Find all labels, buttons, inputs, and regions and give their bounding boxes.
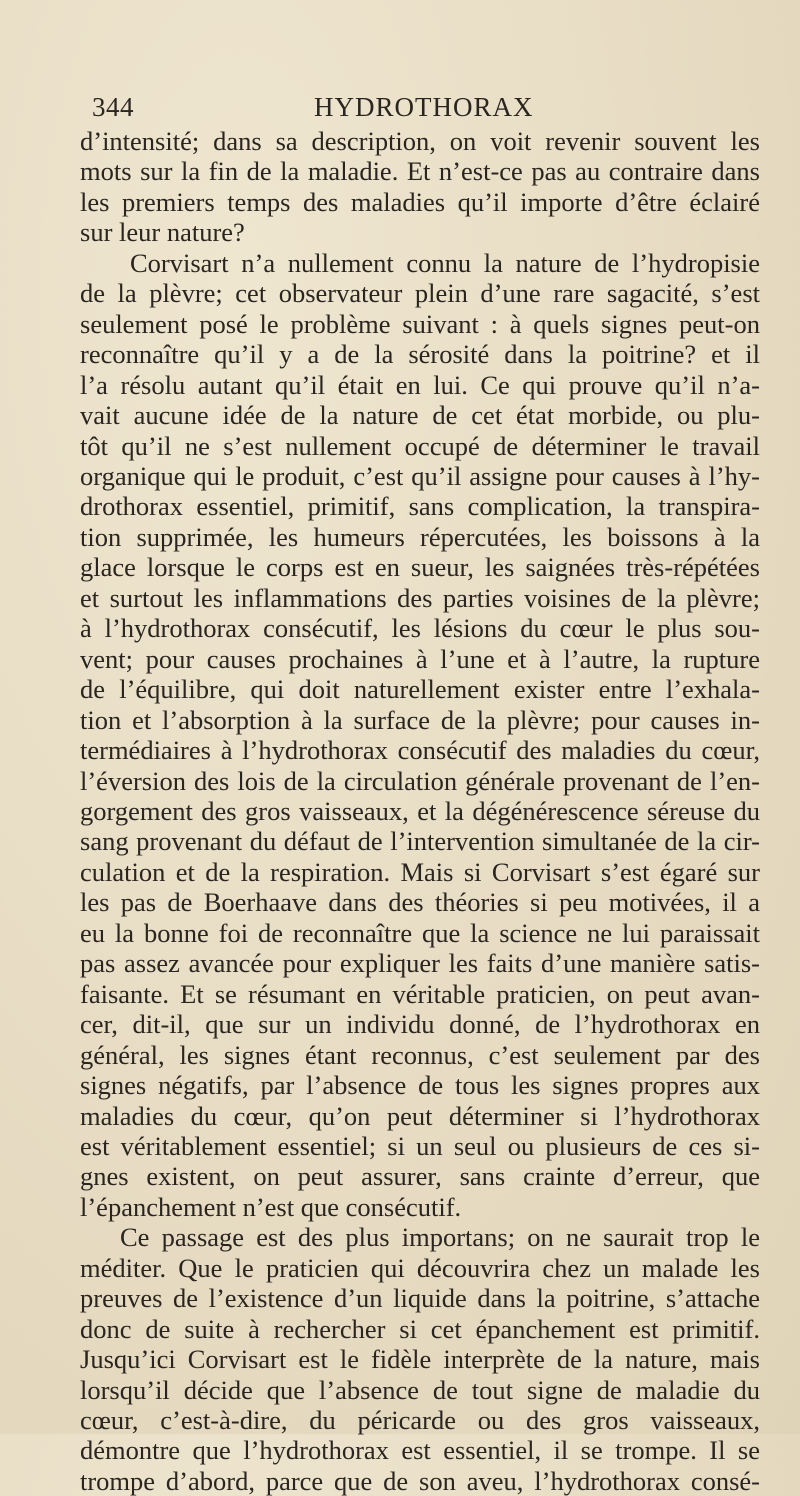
text-line: démontre que l’hydrothorax est essentiel, il se trompe. Il se: [80, 1435, 760, 1466]
text-line: eu la bonne foi de reconnaître que la science ne lui paraissait: [80, 917, 760, 948]
text-line: Corvisart n’a nullement connu la nature de l’hydropisie: [130, 247, 760, 278]
text-line: les pas de Boerhaave dans des théories si peu motivées, il a: [80, 887, 760, 918]
text-line: général, les signes étant reconnus, c’est seulement par des: [80, 1039, 760, 1070]
text-line: Ce passage est des plus importans; on ne saurait trop le: [120, 1222, 760, 1253]
page-number: 344: [92, 92, 134, 122]
text-line: cer, dit-il, que sur un individu donné, de l’hydrothorax en: [80, 1009, 760, 1040]
text-line: et surtout les inflammations des parties voisines de la plèvre;: [80, 582, 760, 613]
text-line: méditer. Que le praticien qui découvrira chez un malade les: [80, 1252, 760, 1283]
body-text: [80, 126, 760, 1496]
text-line: les premiers temps des maladies qu’il importe d’être éclairé: [80, 186, 760, 217]
text-line: trompe d’abord, parce que de son aveu, l’hydrothorax consé-: [80, 1465, 760, 1496]
text-line: mots sur la fin de la maladie. Et n’est-ce pas au contraire dans: [80, 156, 760, 187]
text-line: preuves de l’existence d’un liquide dans la poitrine, s’attache: [80, 1283, 760, 1314]
text-line: de l’équilibre, qui doit naturellement exister entre l’exhala-: [80, 674, 760, 705]
text-line: pas assez avancée pour expliquer les faits d’une manière satis-: [80, 948, 760, 979]
text-line: vait aucune idée de la nature de cet état morbide, ou plu-: [80, 400, 760, 431]
text-line: de la plèvre; cet observateur plein d’une rare sagacité, s’est: [80, 278, 760, 309]
text-line: organique qui le produit, c’est qu’il assigne pour causes à l’hy-: [80, 460, 760, 491]
text-line: l’épanchement n’est que consécutif.: [80, 1191, 462, 1222]
text-line: cœur, c’est-à-dire, du péricarde ou des gros vaisseaux,: [80, 1405, 760, 1436]
running-head: HYDROTHORAX: [314, 92, 534, 122]
text-line: culation et de la respiration. Mais si Corvisart s’est égaré sur: [80, 856, 760, 887]
text-line: l’éversion des lois de la circulation générale provenant de l’en-: [80, 765, 760, 796]
text-line: sur leur nature?: [80, 217, 245, 248]
text-line: d’intensité; dans sa description, on voit revenir souvent les: [80, 126, 760, 156]
text-line: gnes existent, on peut assurer, sans crainte d’erreur, que: [80, 1161, 760, 1192]
text-line: tion supprimée, les humeurs répercutées, les boissons à la: [80, 521, 760, 552]
text-line: faisante. Et se résumant en véritable praticien, on peut avan-: [80, 978, 760, 1009]
text-line: glace lorsque le corps est en sueur, les saignées très-répétées: [80, 552, 760, 583]
text-line: maladies du cœur, qu’on peut déterminer si l’hydrothorax: [80, 1100, 760, 1131]
text-line: Jusqu’ici Corvisart est le fidèle interprète de la nature, mais: [80, 1344, 760, 1375]
text-line: sang provenant du défaut de l’intervention simultanée de la cir-: [80, 826, 760, 857]
text-line: vent; pour causes prochaines à l’une et à l’autre, la rupture: [80, 643, 760, 674]
text-line: donc de suite à rechercher si cet épanchement est primitif.: [80, 1313, 760, 1344]
text-line: à l’hydrothorax consécutif, les lésions du cœur le plus sou-: [80, 613, 760, 644]
text-line: drothorax essentiel, primitif, sans complication, la transpira-: [80, 491, 760, 522]
text-line: l’a résolu autant qu’il était en lui. Ce qui prouve qu’il n’a-: [80, 369, 760, 400]
text-line: est véritablement essentiel; si un seul ou plusieurs de ces si-: [80, 1130, 760, 1161]
text-line: tion et l’absorption à la surface de la plèvre; pour causes in-: [80, 704, 760, 735]
text-line: gorgement des gros vaisseaux, et la dégénérescence séreuse du: [80, 795, 760, 826]
text-line: reconnaître qu’il y a de la sérosité dans la poitrine? et il: [80, 339, 760, 370]
text-line: lorsqu’il décide que l’absence de tout signe de maladie du: [80, 1374, 760, 1405]
text-line: termédiaires à l’hydrothorax consécutif des maladies du cœur,: [80, 735, 760, 766]
text-line: seulement posé le problème suivant : à quels signes peut-on: [80, 308, 760, 339]
text-line: tôt qu’il ne s’est nullement occupé de déterminer le travail: [80, 430, 760, 461]
text-line: signes négatifs, par l’absence de tous les signes propres aux: [80, 1070, 760, 1101]
